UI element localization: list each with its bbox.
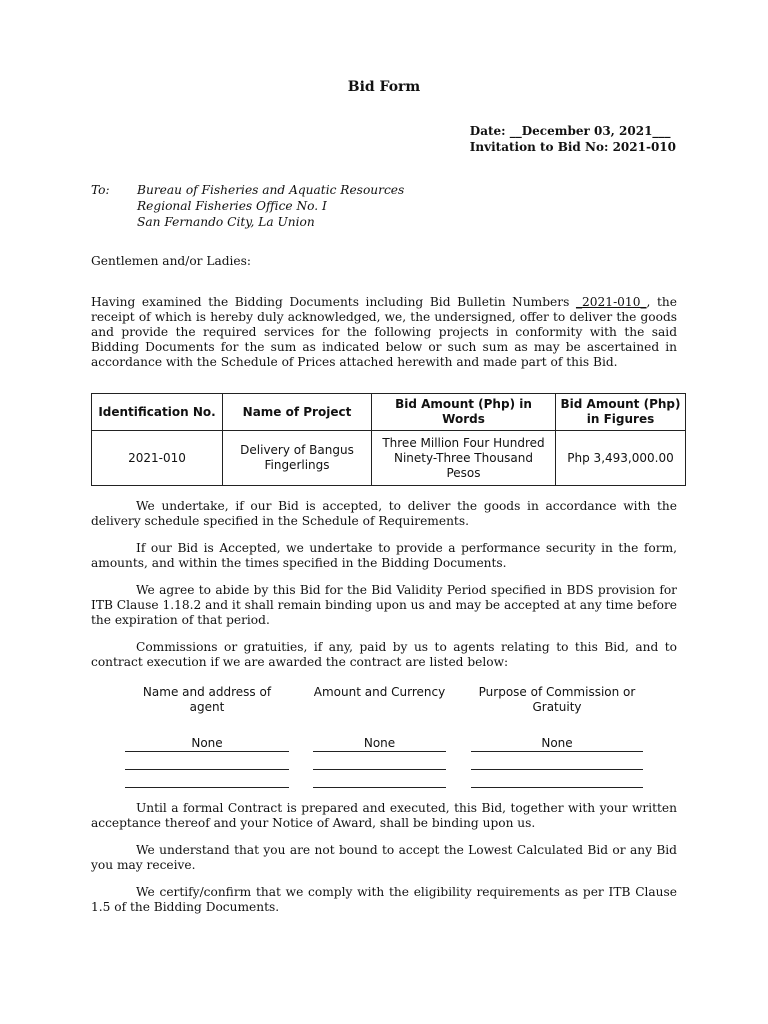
addressee-block xyxy=(91,182,404,230)
to-label: To: xyxy=(91,183,110,197)
itb-line xyxy=(470,140,676,156)
not-bound-paragraph: We understand that you are not bound to accept the Lowest Calculated Bid or any Bid you may receive. xyxy=(91,843,677,872)
undertake-paragraph: We undertake, if our Bid is accepted, to deliver the goods in accordance with the delivery schedule specified in the Schedule of Requirements. xyxy=(91,499,677,528)
intro-part2: , the receipt of which is hereby duly acknowledged, we, the undersigned, offer to deliver the goods and provide the required services for the following projects in conformity with the said Bidding Documents for the sum as indicated below or such sum as may be ascertained in accordance with the Schedule of Prices attached herewith and made part of this Bid. xyxy=(91,295,677,369)
date-value: __December 03, 2021__ xyxy=(509,124,665,138)
addressee-line: Regional Fisheries Office No. I xyxy=(137,199,327,213)
addressee-line: Bureau of Fisheries and Aquatic Resources xyxy=(137,183,405,197)
itb-value: 2021-010 xyxy=(612,139,676,154)
itb-label: Invitation to Bid No: xyxy=(469,139,609,154)
table-row xyxy=(92,431,686,486)
date-label: Date: xyxy=(469,124,506,138)
header-amount-figures: Bid Amount (Php) in Figures xyxy=(556,394,686,431)
bid-table xyxy=(91,393,686,486)
addressee-lines xyxy=(137,182,404,230)
header-amount-words: Bid Amount (Php) in Words xyxy=(372,394,556,431)
performance-security-paragraph: If our Bid is Accepted, we undertake to provide a performance security in the form, amounts, and within the times specified in the Bidding Documents. xyxy=(91,541,677,570)
cell-project: Delivery of Bangus Fingerlings xyxy=(223,431,372,486)
eligibility-paragraph: We certify/confirm that we comply with the eligibility requirements as per ITB Clause 1.5 of the Bidding Documents. xyxy=(91,885,677,914)
blank-line xyxy=(471,772,643,788)
validity-paragraph: We agree to abide by this Bid for the Bid Validity Period specified in BDS provision for ITB Clause 1.18.2 and it shall remain binding upon us and may be accepted at any time before the expiration of that period. xyxy=(91,583,677,627)
cell-amount-figures: Php 3,493,000.00 xyxy=(556,431,686,486)
greeting: Gentlemen and/or Ladies: xyxy=(91,254,251,268)
binding-paragraph: Until a formal Contract is prepared and executed, this Bid, together with your written acceptance thereof and your Notice of Award, shall be binding upon us. xyxy=(91,801,677,830)
cell-amount-words: Three Million Four Hundred Ninety-Three Thousand Pesos xyxy=(372,431,556,486)
cell-identification: 2021-010 xyxy=(92,431,223,486)
header-project: Name of Project xyxy=(223,394,372,431)
blank-line xyxy=(125,772,289,788)
date-line xyxy=(470,124,676,140)
bid-meta xyxy=(470,124,676,155)
addressee-line: San Fernando City, La Union xyxy=(137,215,315,229)
commission-agent-entry: None xyxy=(125,736,289,752)
date-suffix: _ xyxy=(664,124,671,138)
commission-purpose-entry: None xyxy=(471,736,643,752)
blank-line xyxy=(471,754,643,770)
commission-header-purpose: Purpose of Commission or Gratuity xyxy=(478,685,636,714)
bid-table-header-row xyxy=(92,394,686,431)
header-identification: Identification No. xyxy=(92,394,223,431)
blank-line xyxy=(313,772,446,788)
blank-line xyxy=(313,754,446,770)
intro-paragraph xyxy=(91,295,677,370)
page-title: Bid Form xyxy=(347,79,421,95)
commission-header-agent: Name and address of agent xyxy=(142,685,272,714)
bulletin-number: _2021-010_ xyxy=(575,295,647,309)
commission-amount-entry: None xyxy=(313,736,446,752)
commissions-paragraph: Commissions or gratuities, if any, paid by us to agents relating to this Bid, and to contract execution if we are awarded the contract are listed below: xyxy=(91,640,677,669)
blank-line xyxy=(125,754,289,770)
commission-header-amount: Amount and Currency xyxy=(313,685,446,699)
intro-part1: Having examined the Bidding Documents including Bid Bulletin Numbers xyxy=(91,295,576,309)
